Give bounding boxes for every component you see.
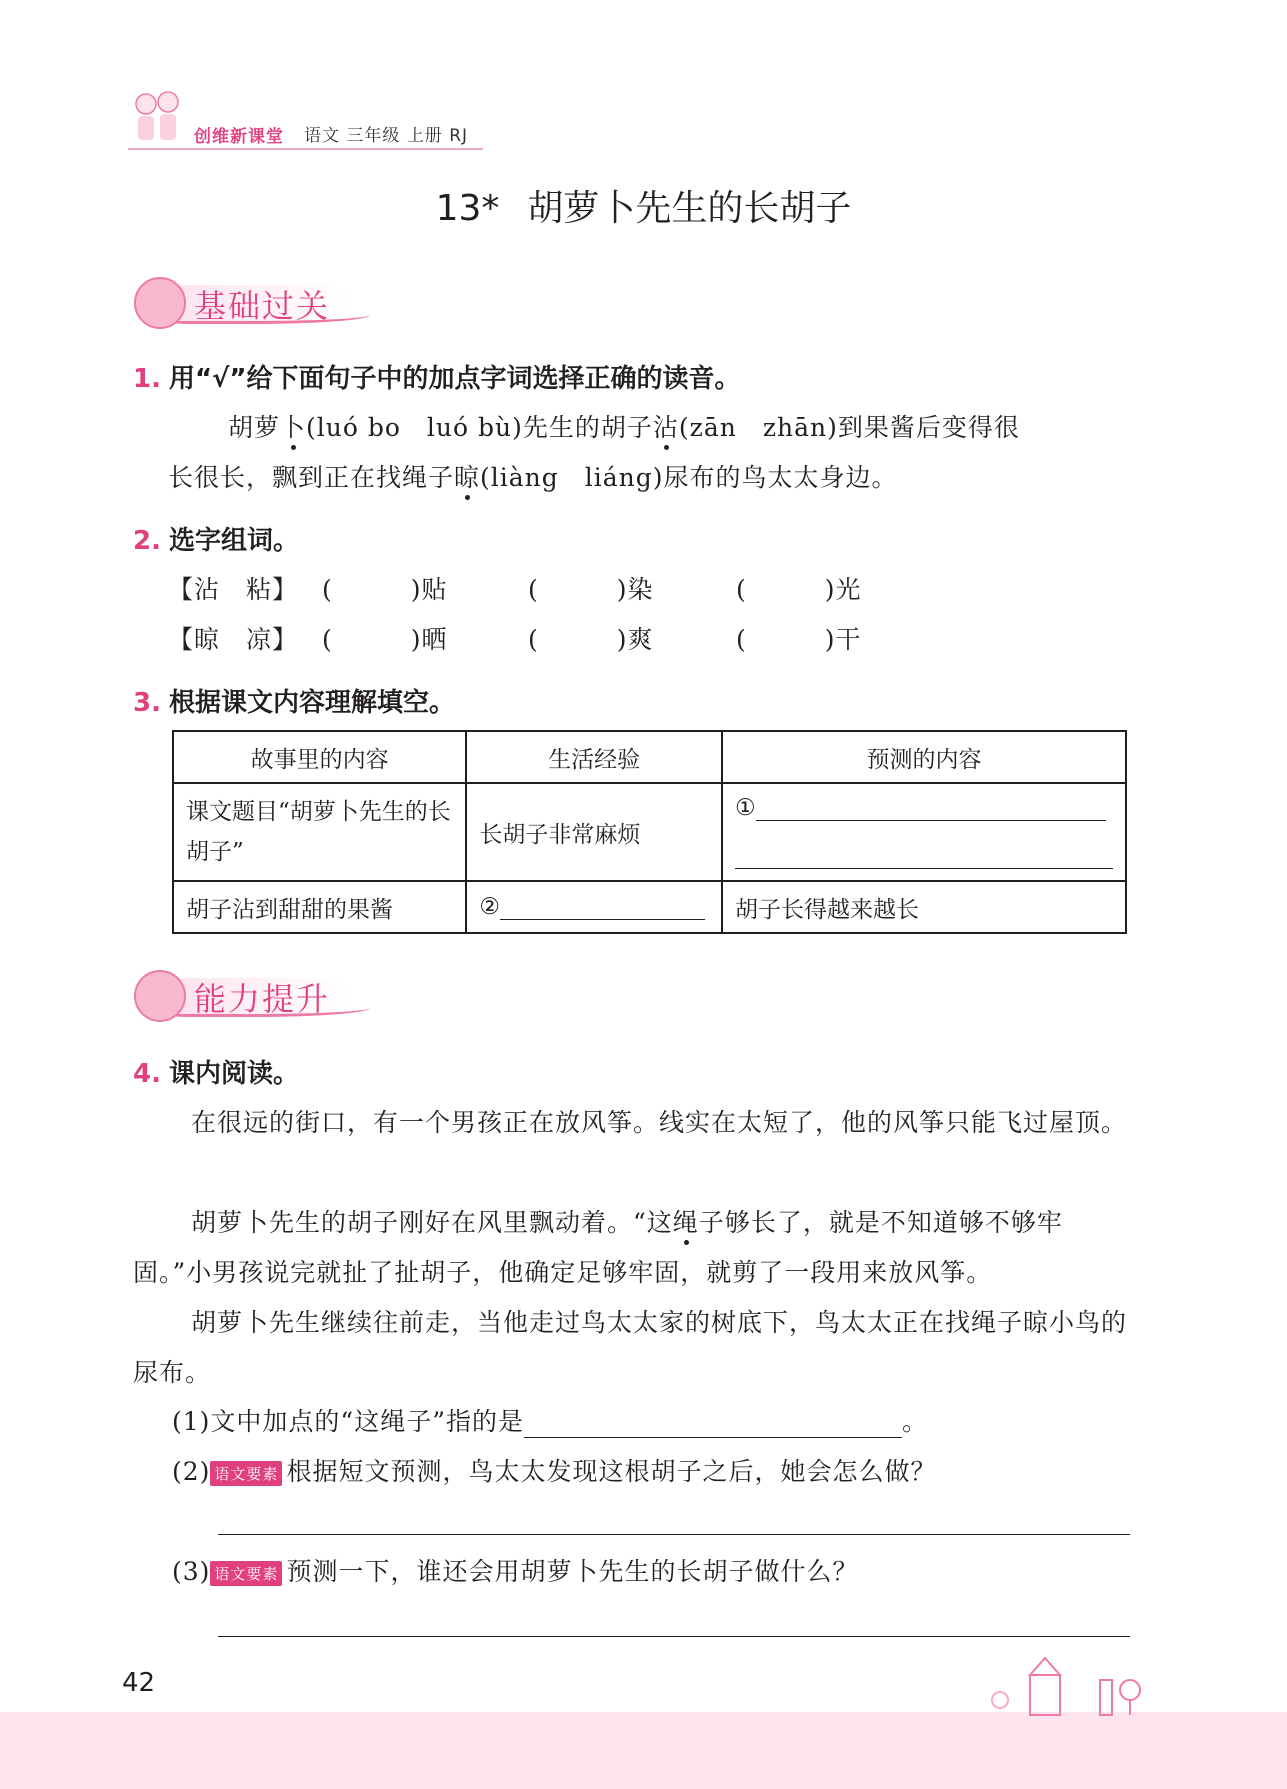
question-4: 4. 课内阅读。 — [133, 1059, 299, 1089]
answer-line-3[interactable] — [218, 1636, 1130, 1637]
q1-sentence-line1: 胡萝卜(luó bo luó bù)先生的胡子沾(zān zhān)到果酱后变得很 — [228, 413, 1020, 442]
q2-blank-2[interactable]: ( )染 — [528, 575, 654, 604]
sub-question-3: (3) 语文要素 预测一下，谁还会用胡萝卜先生的长胡子做什么？ — [172, 1557, 859, 1586]
header-rule — [128, 148, 483, 150]
page-number: 42 — [122, 1668, 156, 1698]
element-tag: 语文要素 — [210, 1561, 282, 1586]
answer-blank[interactable] — [524, 1437, 902, 1438]
reading-para-2: 胡萝卜先生的胡子刚好在风里飘动着。“这绳子够长了，就是不知道够不够牢固。”小男孩说完就扯了扯胡子，他确定足够牢固，就剪了一段用来放风筝。 — [133, 1208, 1063, 1287]
sub-question-1: (1)文中加点的“这绳子”指的是 。 — [172, 1407, 928, 1436]
castle-illustration-icon — [990, 1650, 1170, 1724]
table-header: 预测的内容 — [722, 731, 1126, 783]
q2-blank-6[interactable]: ( )干 — [736, 625, 862, 654]
q2-row-2: 【晾 凉】 — [168, 625, 299, 654]
book-info: 语文 三年级 上册 RJ — [304, 126, 469, 146]
q2-row-1: 【沾 粘】 — [168, 575, 299, 604]
prediction-table — [172, 730, 1127, 934]
question-2: 2. 选字组词。 — [133, 526, 299, 556]
q2-blank-5[interactable]: ( )爽 — [528, 625, 654, 654]
section-badge-basic: 基础过关 — [130, 275, 370, 329]
page-title: 13* 胡萝卜先生的长胡子 — [435, 188, 852, 229]
reading-para-1: 在很远的街口，有一个男孩正在放风筝。线实在太短了，他的风筝只能飞过屋顶。 — [191, 1108, 1128, 1137]
table-header: 生活经验 — [466, 731, 722, 783]
reading-para-3: 胡萝卜先生继续往前走，当他走过鸟太太家的树底下，鸟太太正在找绳子晾小鸟的尿布。 — [133, 1308, 1128, 1387]
element-tag: 语文要素 — [210, 1461, 282, 1486]
answer-line-2[interactable] — [218, 1534, 1130, 1535]
table-header: 故事里的内容 — [173, 731, 466, 783]
table-cell: 胡子长得越来越长 — [722, 881, 1126, 933]
section-badge-advanced: 能力提升 — [130, 968, 370, 1022]
q2-blank-1[interactable]: ( )贴 — [322, 575, 448, 604]
question-1: 1. 用“√”给下面句子中的加点字词选择正确的读音。 — [133, 364, 741, 394]
mascot-icon — [134, 277, 186, 329]
q1-sentence-line2: 长很长，飘到正在找绳子晾(liàng liáng)尿布的鸟太太身边。 — [168, 463, 898, 492]
answer-cell-2[interactable]: ② — [466, 881, 722, 933]
mascot-icon — [134, 970, 186, 1022]
table-cell: 长胡子非常麻烦 — [466, 783, 722, 881]
table-cell: 胡子沾到甜甜的果酱 — [173, 881, 466, 933]
sub-question-2: (2) 语文要素 根据短文预测，鸟太太发现这根胡子之后，她会怎么做？ — [172, 1457, 937, 1486]
q2-blank-4[interactable]: ( )晒 — [322, 625, 448, 654]
brand-name: 创维新课堂 — [194, 127, 284, 147]
q2-blank-3[interactable]: ( )光 — [736, 575, 862, 604]
question-3: 3. 根据课文内容理解填空。 — [133, 688, 455, 718]
table-cell: 课文题目“胡萝卜先生的长胡子” — [173, 783, 466, 881]
answer-cell-1[interactable]: ① — [722, 783, 1126, 881]
